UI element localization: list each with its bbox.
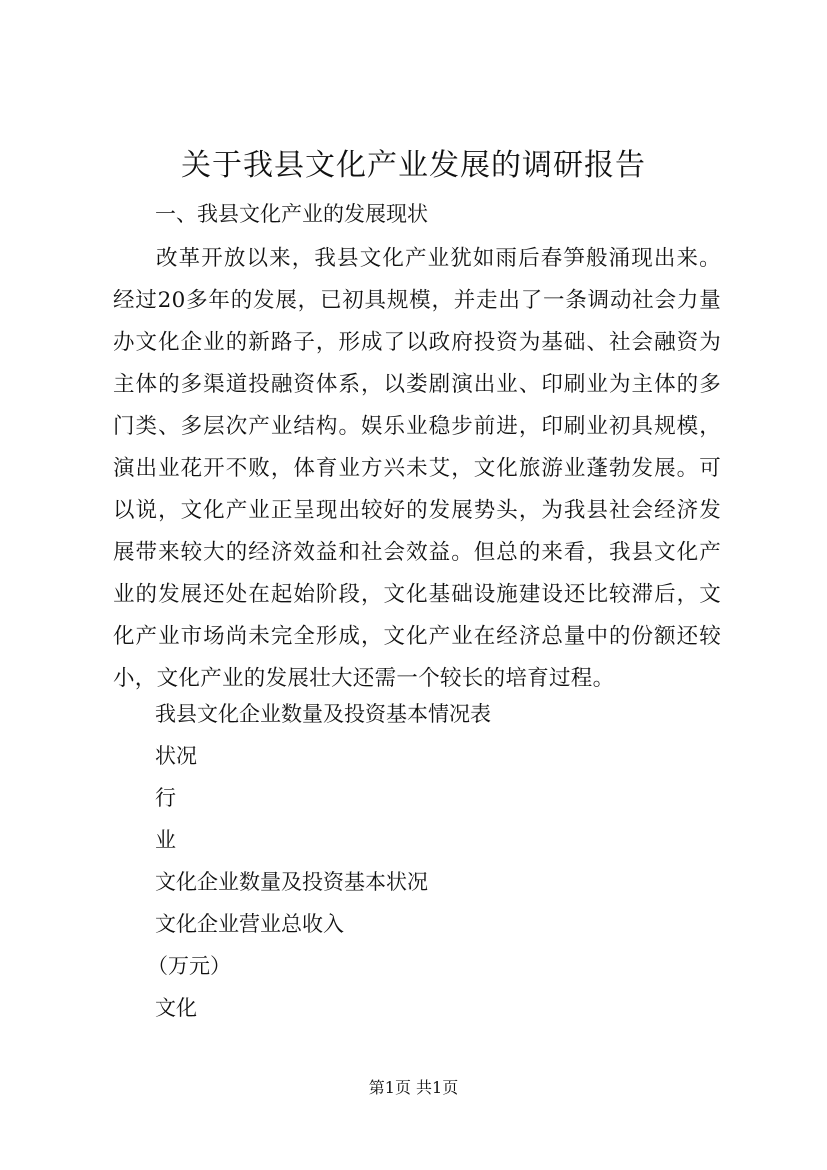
- table-fragment: 状况: [155, 744, 197, 768]
- table-fragment: 行: [155, 786, 176, 810]
- table-fragment: 文化企业营业总收入: [155, 912, 344, 936]
- section-heading: 一、我县文化产业的发展现状: [155, 202, 428, 226]
- body-paragraph: 改革开放以来，我县文化产业犹如雨后春笋般涌现出来。经过20多年的发展，已初具规模，并走出了一条调动社会力量办文化企业的新路子，形成了以政府投资为基础、社会融资为主体的多渠道投融资体系，以娄剧演出业、印刷业为主体的多门类、多层次产业结构。娱乐业稳步前进，印刷业初具规模，演出业花开不败，体育业方兴未艾，文化旅游业蓬勃发展。可以说，文化产业正呈现出较好的发展势头，为我县社会经济发展带来较大的经济效益和社会效益。但总的来看，我县文化产业的发展还处在起始阶段，文化基础设施建设还比较滞后，文化产业市场尚未完全形成，文化产业在经济总量中的份额还较小，文化产业的发展壮大还需一个较长的培育过程。: [113, 246, 721, 691]
- page-footer: 第1页 共1页: [368, 1078, 459, 1097]
- table-fragment: 文化: [155, 996, 197, 1020]
- table-fragment: （万元）: [147, 954, 231, 978]
- table-caption: 我县文化企业数量及投资基本情况表: [155, 702, 491, 726]
- document-title: 关于我县文化产业发展的调研报告: [181, 148, 646, 183]
- table-fragment: 文化企业数量及投资基本状况: [155, 870, 428, 894]
- table-fragment: 业: [155, 828, 176, 852]
